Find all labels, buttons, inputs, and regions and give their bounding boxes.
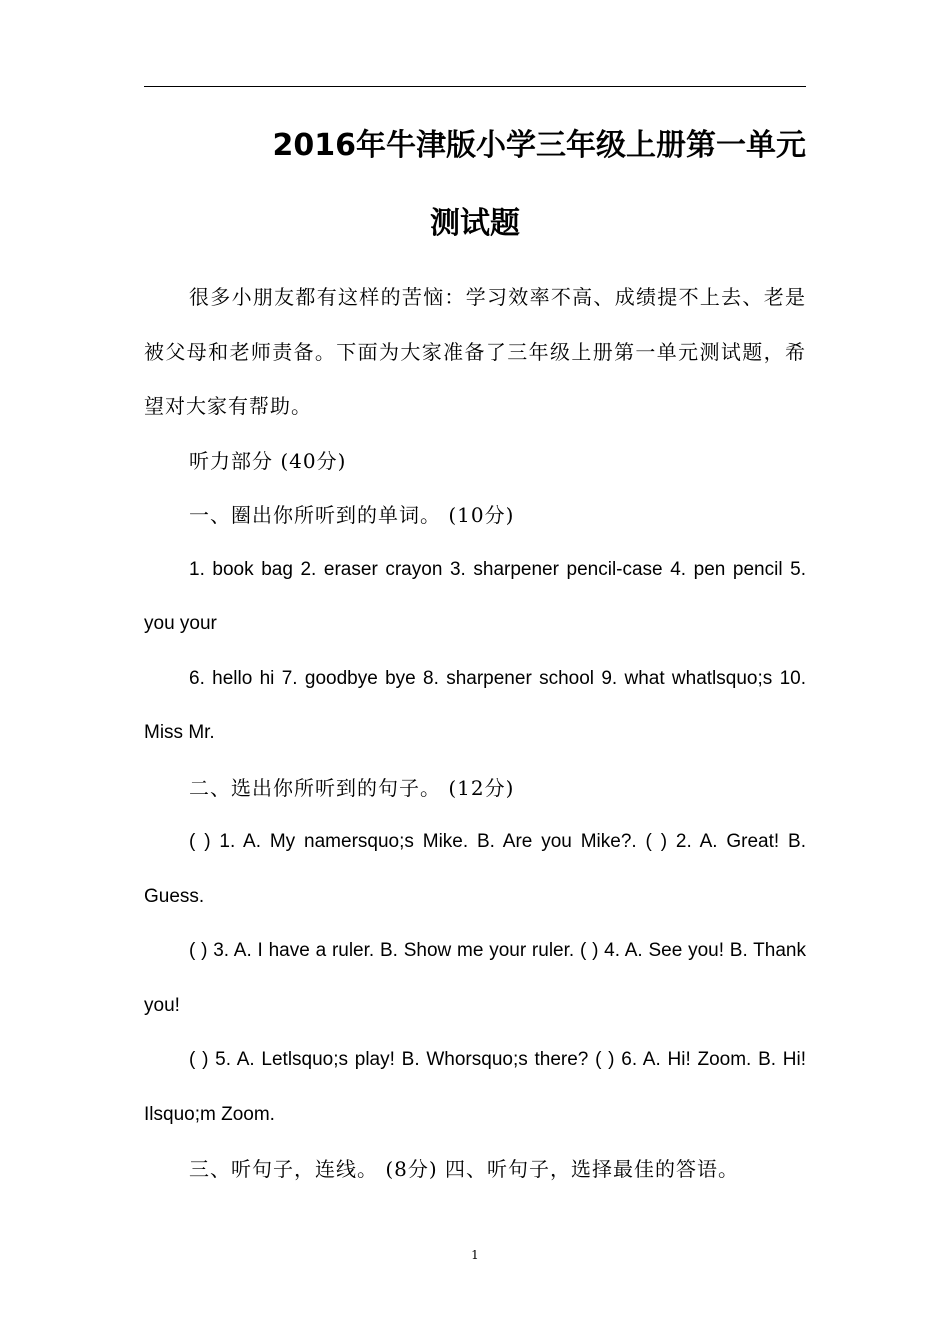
section-heading-part-1: 一、圈出你所听到的单词。 (10分)	[189, 503, 515, 527]
word-list-2: 6. hello hi 7. goodbye bye 8. sharpener school 9. what whatlsquo;s 10. Miss Mr.	[144, 667, 806, 743]
section-heading-listening: 听力部分 (40分)	[189, 448, 347, 473]
word-list-1: 1. book bag 2. eraser crayon 3. sharpener pencil-case 4. pen pencil 5. you your	[144, 558, 806, 634]
page-number: 1	[471, 1248, 479, 1262]
document-title-line-1: 2016年牛津版小学三年级上册第一单元	[272, 128, 806, 163]
header-rule	[144, 86, 806, 87]
question-line-2: ( ) 3. A. I have a ruler. B. Show me your ruler. ( ) 4. A. See you! B. Thank you!	[144, 940, 806, 1016]
question-line-3: ( ) 5. A. Letlsquo;s play! B. Whorsquo;s there? ( ) 6. A. Hi! Zoom. B. Hi! Ilsquo;m Zoom.	[144, 1049, 806, 1125]
intro-paragraph: 很多小朋友都有这样的苦恼：学习效率不高、成绩提不上去、老是被父母和老师责备。下面为大家准备了三年级上册第一单元测试题，希望对大家有帮助。	[144, 285, 806, 418]
question-line-1: ( ) 1. A. My namersquo;s Mike. B. Are you Mike?. ( ) 2. A. Great! B. Guess.	[144, 831, 806, 907]
document-body	[144, 270, 806, 1197]
section-heading-part-2: 二、选出你所听到的句子。 (12分)	[189, 775, 515, 800]
document-title-line-2: 测试题	[430, 206, 520, 241]
section-heading-part-3-4: 三、听句子，连线。 (8分) 四、听句子，选择最佳的答语。	[189, 1157, 740, 1181]
